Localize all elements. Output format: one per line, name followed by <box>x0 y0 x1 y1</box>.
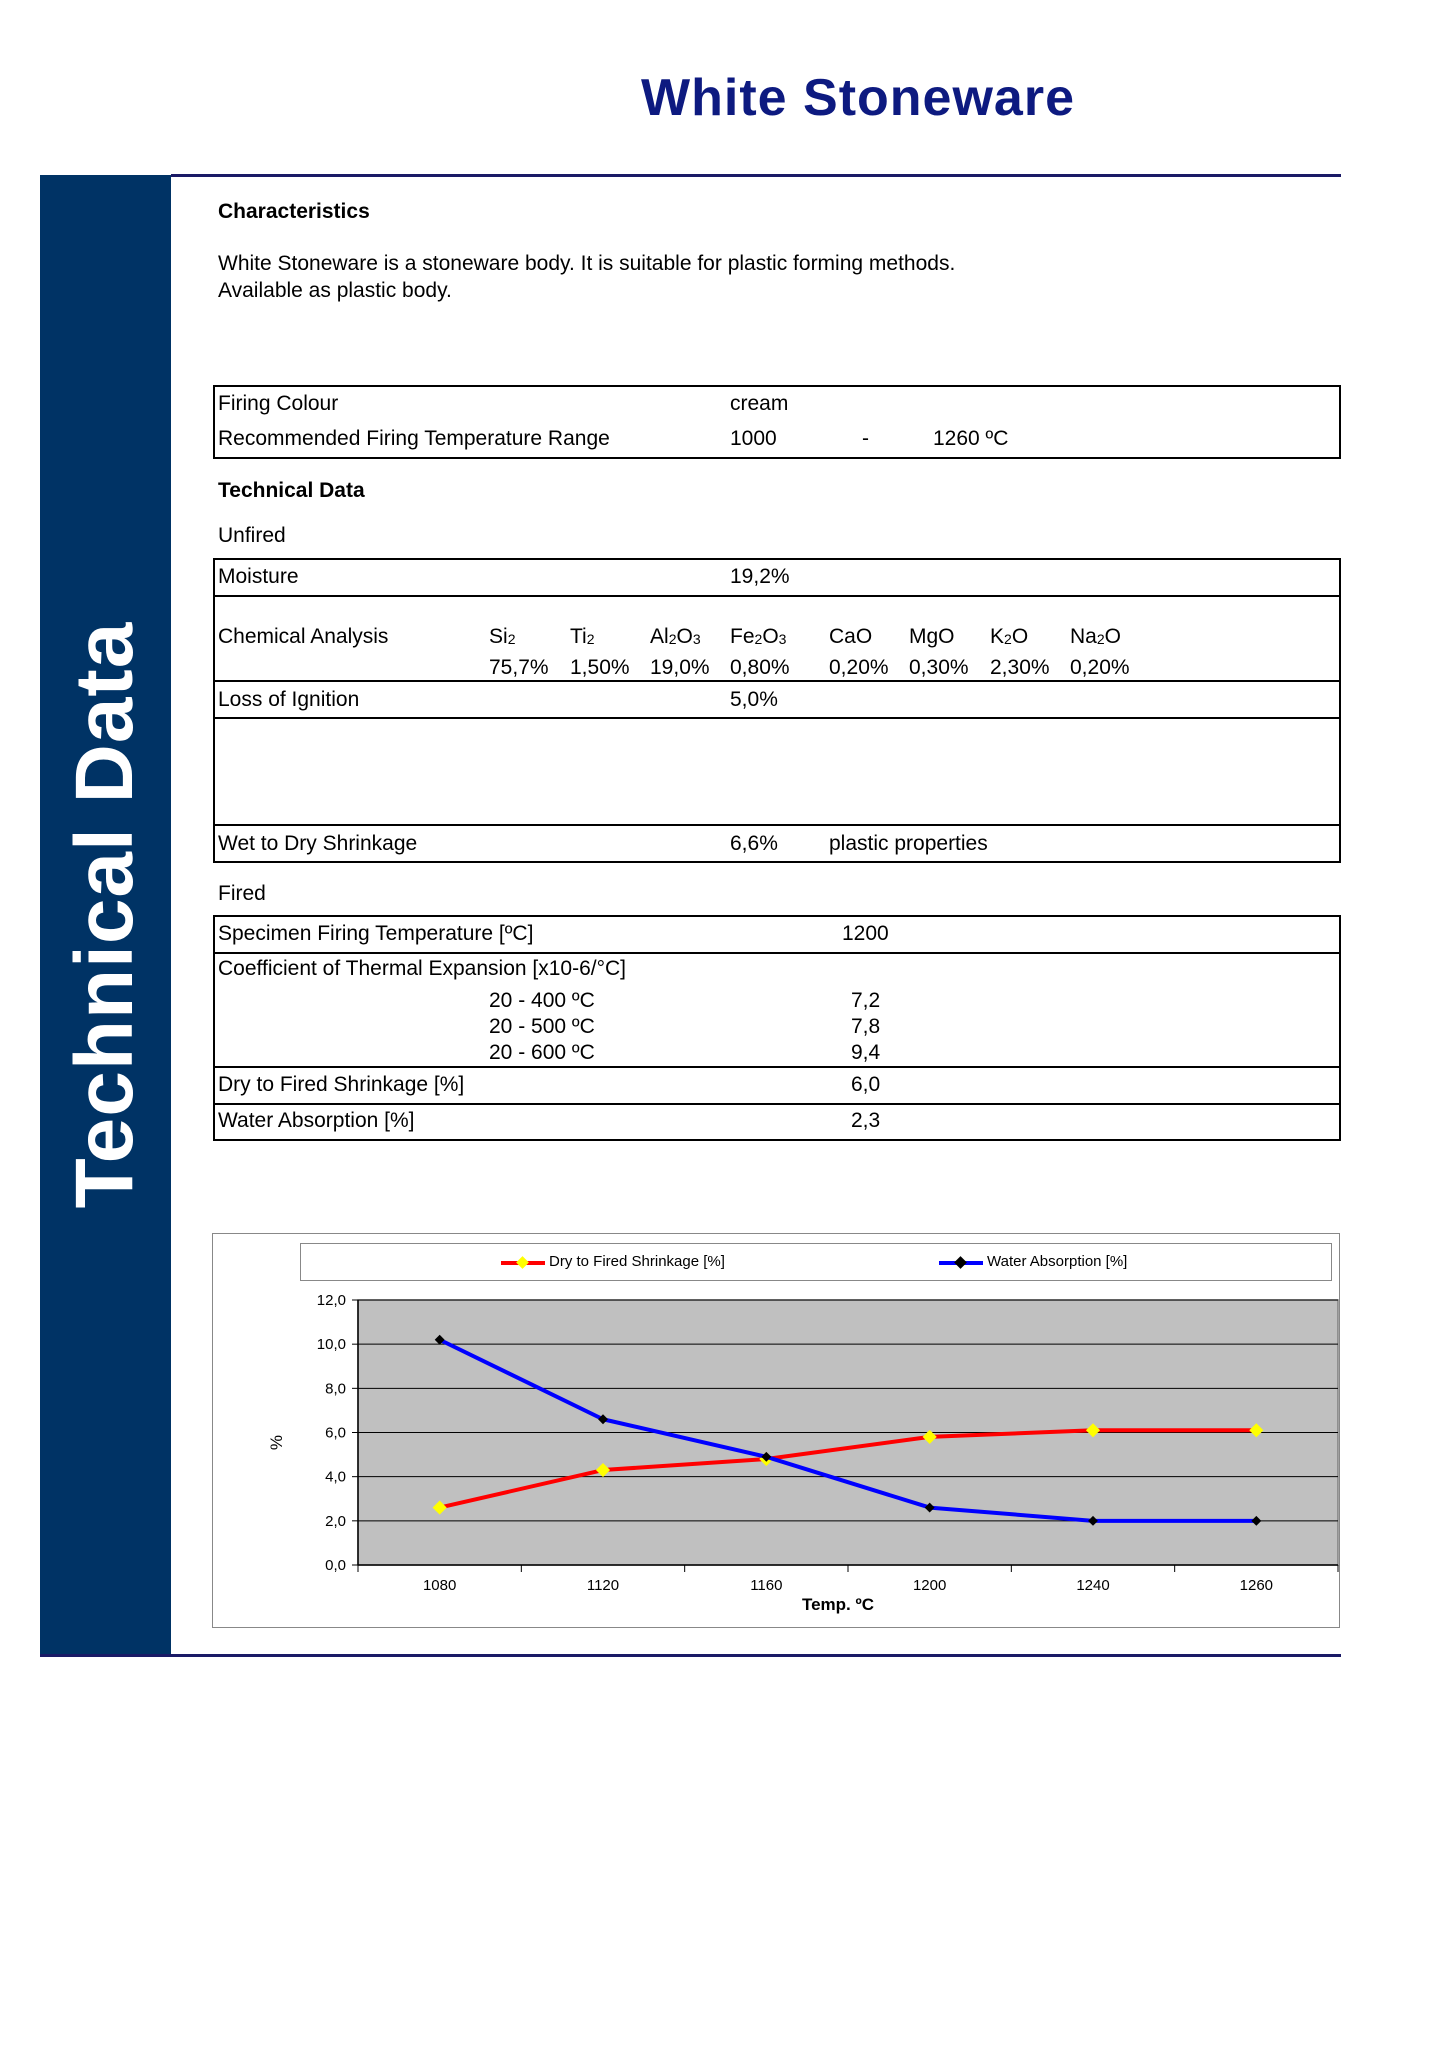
firing-range-max: 1260 ºC <box>933 427 1009 450</box>
firing-colour-value: cream <box>730 392 789 415</box>
x-tick-label: 1240 <box>1076 1577 1110 1594</box>
x-tick-label: 1120 <box>586 1577 620 1594</box>
water-absorption-label: Water Absorption [%] <box>218 1109 415 1132</box>
chem-header-fe2o3: $Fe_2O_3$ <box>730 625 787 648</box>
specimen-temp-label: Specimen Firing Temperature [ºC] <box>218 922 534 945</box>
chem-header-al2o3: $Al_2O_3$ <box>650 625 701 648</box>
chem-header-na2o: $Na_2O$ <box>1070 625 1121 648</box>
chem-value-al2o3: 19,0% <box>650 656 710 679</box>
firing-range-separator: - <box>862 427 869 450</box>
x-tick-label: 1160 <box>750 1577 783 1594</box>
chem-value-mgo: 0,30% <box>909 656 969 679</box>
chem-header-sio2: $Si_2$ <box>489 625 516 648</box>
chem-value-na2o: 0,20% <box>1070 656 1130 679</box>
chem-value-fe2o3: 0,80% <box>730 656 790 679</box>
characteristics-text-2: Available as plastic body. <box>218 279 452 302</box>
y-tick-label: 0,0 <box>325 1557 346 1574</box>
sidebar-label: Technical Data <box>59 621 150 1209</box>
thermal-expansion-label: Coefficient of Thermal Expansion [x10-6/°C] <box>218 957 626 980</box>
y-axis-label: % <box>267 1434 286 1451</box>
y-tick-label: 4,0 <box>325 1468 346 1486</box>
fired-heading: Fired <box>218 882 266 905</box>
y-tick-label: 10,0 <box>316 1336 346 1354</box>
x-axis-label: Temp. ºC <box>801 1595 875 1614</box>
chem-value-cao: 0,20% <box>829 656 889 679</box>
legend-label-water: Water Absorption [%] <box>987 1253 1128 1270</box>
water-absorption-value: 2,3 <box>851 1109 881 1132</box>
x-tick-label: 1260 <box>1239 1577 1274 1594</box>
wet-to-dry-value: 6,6% <box>730 832 778 855</box>
firing-range-min: 1000 <box>730 427 777 450</box>
chem-header-k2o: $K_2O$ <box>990 625 1029 648</box>
firing-colour-label: Firing Colour <box>218 392 339 415</box>
y-tick-label: 2,0 <box>325 1512 346 1530</box>
cte-range-2: 20 - 500 ºC <box>489 1015 595 1038</box>
chem-header-mgo: MgO <box>909 625 955 648</box>
characteristics-heading: Characteristics <box>218 200 370 223</box>
firing-range-label: Recommended Firing Temperature Range <box>218 427 610 450</box>
technical-data-heading: Technical Data <box>218 479 365 502</box>
cte-range-3: 20 - 600 ºC <box>489 1041 595 1064</box>
legend-label-shrinkage: Dry to Fired Shrinkage [%] <box>549 1253 725 1270</box>
chem-header-cao: CaO <box>829 625 873 648</box>
cte-value-3: 9,4 <box>851 1041 881 1064</box>
specimen-temp-value: 1200 <box>842 922 889 945</box>
cte-value-1: 7,2 <box>851 989 881 1012</box>
chem-value-k2o: 2,30% <box>990 656 1050 679</box>
cte-value-2: 7,8 <box>851 1015 881 1038</box>
loss-of-ignition-value: 5,0% <box>730 688 778 711</box>
x-tick-label: 1200 <box>912 1577 947 1594</box>
page-title: White Stoneware <box>641 69 1075 127</box>
unfired-heading: Unfired <box>218 524 286 547</box>
chemical-analysis-label: Chemical Analysis <box>218 625 389 648</box>
moisture-label: Moisture <box>218 565 299 588</box>
characteristics-text-1: White Stoneware is a stoneware body. It is suitable for plastic forming methods. <box>218 252 956 275</box>
loss-of-ignition-label: Loss of Ignition <box>218 688 360 711</box>
wet-to-dry-label: Wet to Dry Shrinkage <box>218 832 418 855</box>
chem-value-sio2: 75,7% <box>489 656 549 679</box>
moisture-value: 19,2% <box>730 565 790 588</box>
dry-to-fired-label: Dry to Fired Shrinkage [%] <box>218 1073 465 1096</box>
y-tick-label: 12,0 <box>316 1292 346 1309</box>
chem-header-tio2: $Ti_2$ <box>570 625 595 648</box>
cte-range-1: 20 - 400 ºC <box>489 989 595 1012</box>
y-tick-label: 6,0 <box>325 1424 346 1442</box>
x-tick-label: 1080 <box>422 1577 457 1594</box>
wet-to-dry-note: plastic properties <box>829 832 988 855</box>
dry-to-fired-value: 6,0 <box>851 1073 881 1096</box>
chem-value-tio2: 1,50% <box>570 656 630 679</box>
y-tick-label: 8,0 <box>325 1380 346 1398</box>
